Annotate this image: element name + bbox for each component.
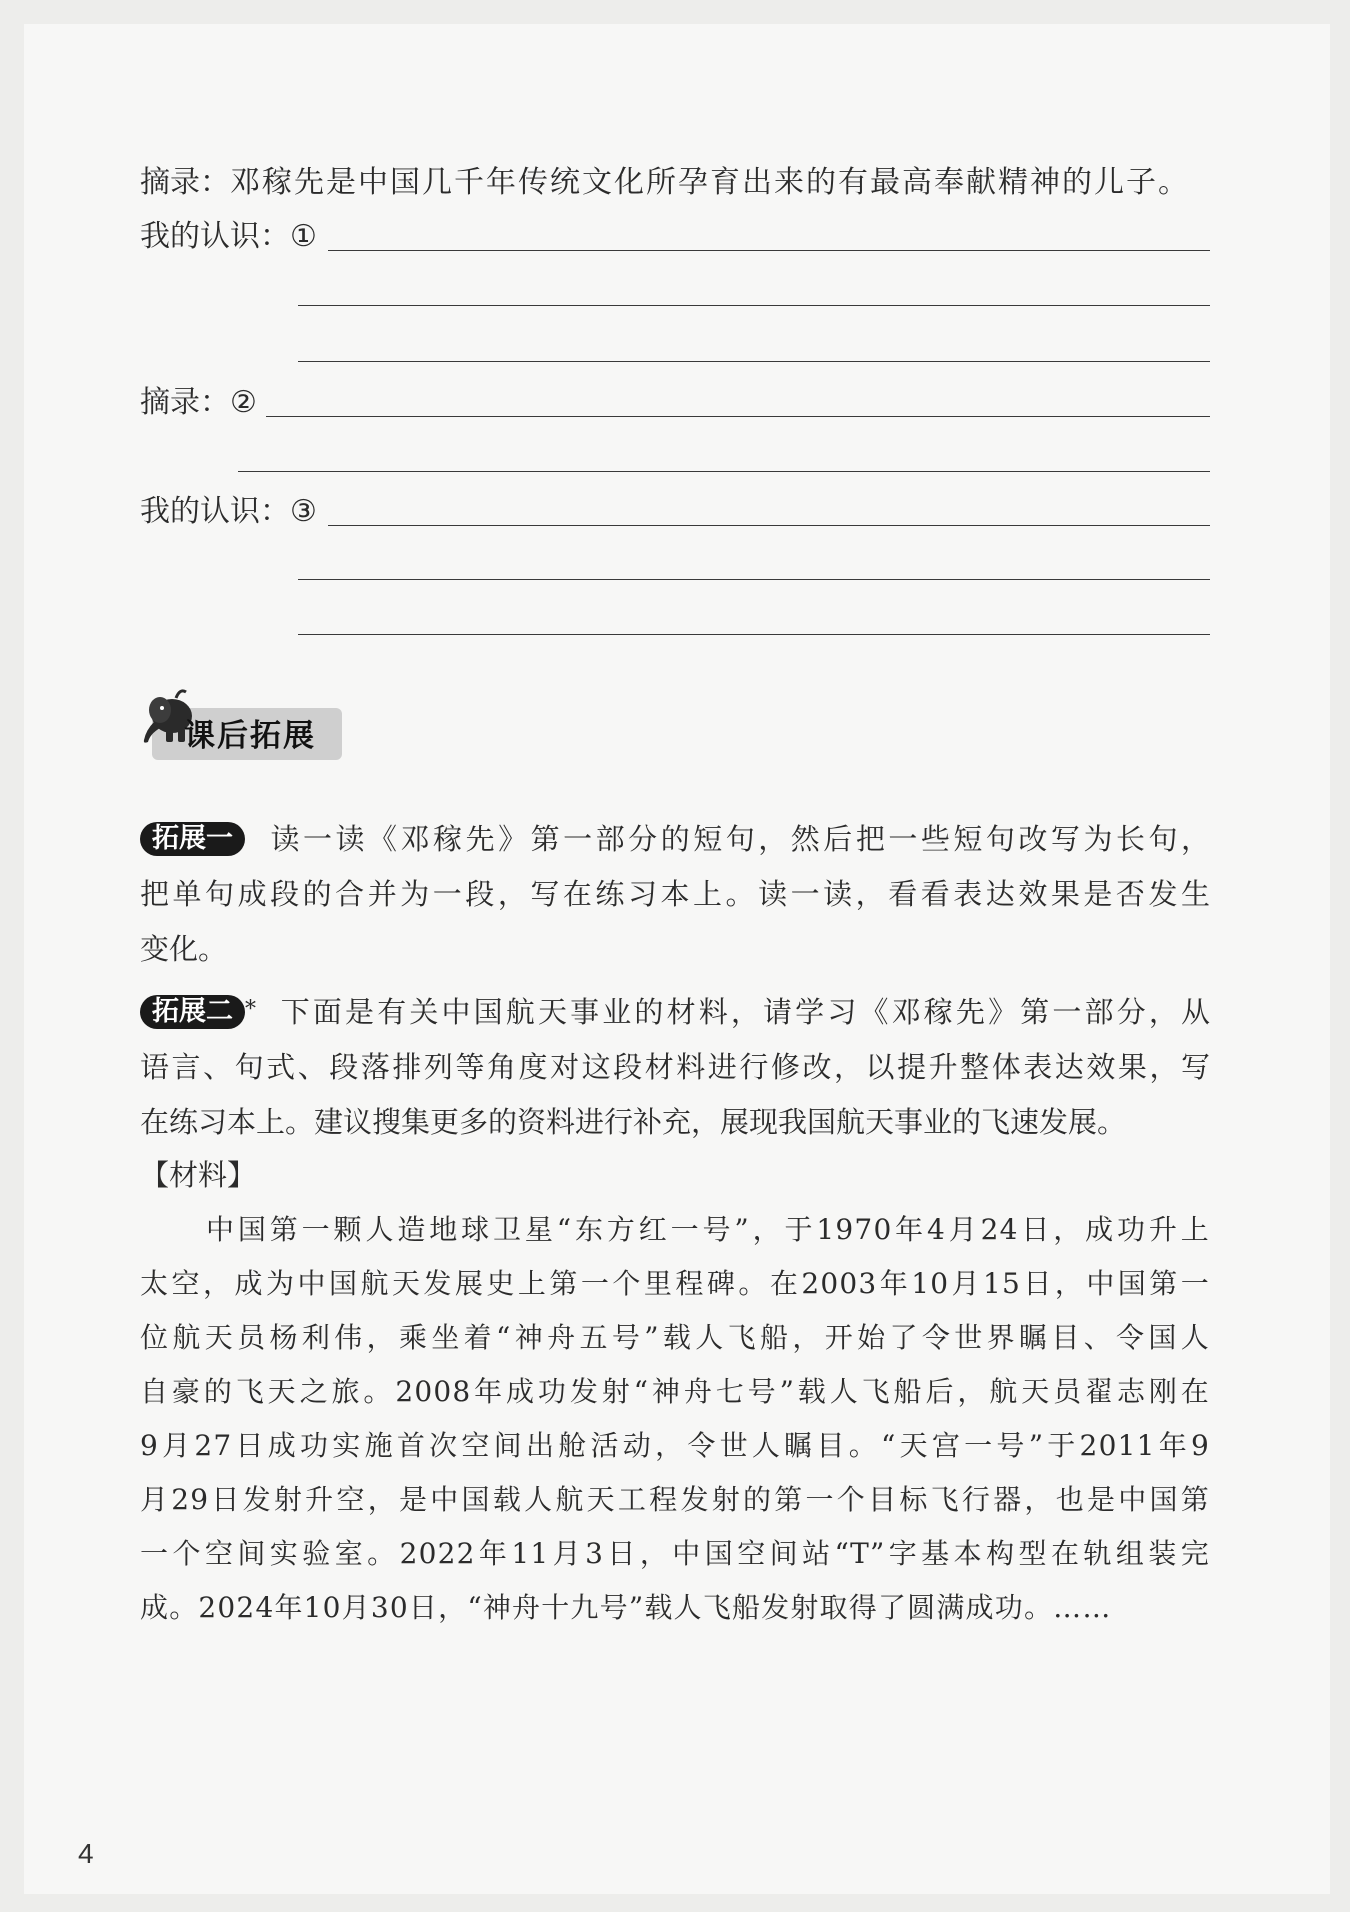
blank-marker-3: ③	[290, 494, 317, 529]
section-title: 课后拓展	[184, 718, 316, 754]
extension-1-line-3: 变化。	[140, 932, 228, 966]
extension-2-star: *	[245, 997, 256, 1022]
answer-line-3[interactable]	[298, 361, 1210, 362]
blank-marker-1: ①	[290, 219, 317, 254]
answer-line-1[interactable]	[328, 250, 1210, 251]
material-body	[140, 1203, 1210, 1635]
answer-line-4[interactable]	[266, 416, 1210, 417]
extension-1-text-1: 读一读《邓稼先》第一部分的短句，然后把一些短句改写为长句，	[270, 822, 1210, 856]
answer-line-6[interactable]	[328, 525, 1210, 526]
material-line-6: 月29日发射升空，是中国载人航天工程发射的第一个目标飞行器，也是中国第	[140, 1483, 1210, 1516]
answer-line-5[interactable]	[238, 471, 1210, 472]
extension-1-line-1	[140, 812, 1210, 867]
answer-line-8[interactable]	[298, 634, 1210, 635]
excerpt-label: 摘录：	[140, 165, 230, 200]
extension-2-tag: 拓展二	[140, 995, 245, 1029]
material-label: 【材料】	[140, 1158, 257, 1192]
extension-2	[140, 982, 1210, 1150]
excerpt-text: 邓稼先是中国几千年传统文化所孕育出来的有最高奉献精神的儿子。	[230, 165, 1190, 200]
extension-1-line-2: 把单句成段的合并为一段，写在练习本上。读一读，看看表达效果是否发生	[140, 877, 1210, 911]
my-view2-line	[140, 492, 317, 532]
excerpt2-label: 摘录：	[140, 385, 230, 420]
answer-line-2[interactable]	[298, 305, 1210, 306]
extension-2-line-1	[140, 982, 1210, 1040]
page-number: 4	[78, 1838, 94, 1869]
my-view-label: 我的认识：	[140, 219, 290, 254]
extension-2-line-3: 在练习本上。建议搜集更多的资料进行补充，展现我国航天事业的飞速发展。	[140, 1105, 1127, 1139]
material-line-1: 中国第一颗人造地球卫星“东方红一号”，于1970年4月24日，成功升上	[206, 1213, 1210, 1246]
answer-line-7[interactable]	[298, 579, 1210, 580]
extension-2-text-1: 下面是有关中国航天事业的材料，请学习《邓稼先》第一部分，从	[280, 995, 1210, 1029]
extension-1	[140, 812, 1210, 977]
extension-1-tag: 拓展一	[140, 822, 245, 856]
excerpt-line	[140, 163, 1190, 203]
my-view2-label: 我的认识：	[140, 494, 290, 529]
section-header	[140, 686, 350, 766]
material-line-8: 成。2024年10月30日，“神舟十九号”载人飞船发射取得了圆满成功。……	[140, 1591, 1112, 1624]
blank-marker-2: ②	[230, 385, 257, 420]
material-line-2: 太空，成为中国航天发展史上第一个里程碑。在2003年10月15日，中国第一	[140, 1267, 1210, 1300]
material-line-5: 9月27日成功实施首次空间出舱活动，令世人瞩目。“天宫一号”于2011年9	[140, 1429, 1210, 1462]
material-line-7: 一个空间实验室。2022年11月3日，中国空间站“T”字基本构型在轨组装完	[140, 1537, 1210, 1570]
material-line-3: 位航天员杨利伟，乘坐着“神舟五号”载人飞船，开始了令世界瞩目、令国人	[140, 1321, 1210, 1354]
my-view-line	[140, 217, 317, 257]
material-line-4: 自豪的飞天之旅。2008年成功发射“神舟七号”载人飞船后，航天员翟志刚在	[140, 1375, 1210, 1408]
excerpt2-line	[140, 383, 257, 423]
extension-2-line-2: 语言、句式、段落排列等角度对这段材料进行修改，以提升整体表达效果，写	[140, 1050, 1210, 1084]
